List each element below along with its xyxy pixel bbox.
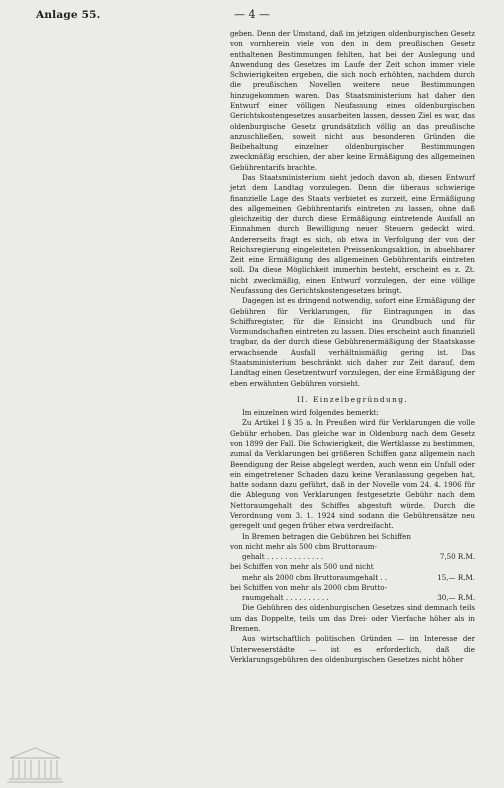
fee-row-1-line-1: von nicht mehr als 500 cbm Bruttoraum- xyxy=(230,541,377,551)
paragraph-1: geben. Denn der Umstand, daß im jetzigen oldenburgischen Gesetz von vornherein viele von den in dem preußischen Gesetz enthaltenen Bestimmungen fehlten, hat bei der Auslegung und Anwendung des Gesetzes im Laufe der Zeit schon immer viele Schwierigkeiten ergeben, die sich noch erhöhten, nachdem durch die preußischen Novellen weitere neue Bestimmungen hinzugekommen waren. Das Staatsministerium hat daher den Entwurf einer völligen Neufassung eines oldenburgischen Gerichtskostengesetzes ausarbeiten lassen, dessen Ziel es war, das oldenburgische Gesetz grundsätzlich völlig an das preußische anzuschließen, soweit nicht aus besonderen Gründen die Beibehaltung einzelner oldenburgischer Bestimmungen zweckmäßig erschien, der aber keine Ermäßigung des allgemeinen Gebührentarifs brachte. xyxy=(230,29,475,172)
bremen-intro: In Bremen betragen die Gebühren bei Schiffen xyxy=(242,531,411,541)
article-paragraph: Zu Artikel I § 35 a. In Preußen wird für Verklarungen die volle Gebühr erhoben. Das gleiche war in Oldenburg nach dem Gesetz von 1899 der Fall. Die Schwierigkeit, die Wertklasse zu bestimmen, zumal da Verklarungen bei größeren Schiffen ganz allgemein nach Beendigung der Reise abgelegt werden, auch wenn ein Unfall oder ein eingetretener Schaden dazu keine Veranlassung gegeben hat, hatte sodann dazu geführt, daß in der Novelle vom 24. 4. 1906 für die Ablegung von Verklarungen festgesetzte Gebühr nach dem Nettoraumgehalt des Schiffes abgestuft würde. Durch die Verordnung vom 3. 1. 1924 sind sodann die Gebührensätze neu geregelt und gegen früher etwa verdreifacht. xyxy=(230,418,475,531)
fee-row-2-line-2: mehr als 2000 cbm Bruttoraumgehalt . . xyxy=(242,572,388,582)
page-number: — 4 — xyxy=(234,8,270,21)
fee-row-1 xyxy=(230,552,475,562)
section-heading: II. Einzelbegründung. xyxy=(296,394,409,404)
paragraph-3: Dagegen ist es dringend notwendig, sofort eine Ermäßigung der Gebühren für Verklarungen, für Eintragungen in das Schiffsregister, für die Einsicht ins Grundbuch und für Vormundschaften eintreten zu lassen. Dies erscheint auch finanziell tragbar, da der durch diese Gebührenermäßigung der Staatskasse erwachsende Ausfall verhältnismäßig gering ist. Das Staatsministerium beschränkt sich daher zur Zeit darauf, dem Landtag einen Gesetzentwurf vorzulegen, der eine Ermäßigung der eben erwähnten Gebühren vorsieht. xyxy=(230,296,475,388)
fee-row-1-line-2: gehalt . . . . . . . . . . . . . xyxy=(242,552,324,562)
fee-row-2 xyxy=(230,573,475,583)
fee-table xyxy=(230,542,475,604)
fee-row-3-line-1: bei Schiffen von mehr als 2000 cbm Brutto- xyxy=(230,582,387,592)
fee-row-2-line-1: bei Schiffen von mehr als 500 und nicht xyxy=(230,562,374,572)
fee-row-3 xyxy=(230,593,475,603)
closing-fragment: Aus wirtschaftlich politischen Gründen — im Interesse der Unterweserstädte — ist es erforderlich, daß die Verklarungsgebühren des oldenburgischen Gesetzes nicht höher xyxy=(230,634,475,664)
intro-line: Im einzelnen wird folgendes bemerkt: xyxy=(242,408,379,418)
fee-row-2-amount: 15,— R.M. xyxy=(437,572,475,582)
fee-row-3-line-2: raumgehalt . . . . . . . . . . xyxy=(242,593,329,603)
text-column xyxy=(230,29,475,665)
library-building-logo xyxy=(6,744,64,784)
paragraph-2: Das Staatsministerium sieht jedoch davon ab, diesen Entwurf jetzt dem Landtag vorzulegen. Denn die überaus schwierige finanzielle Lage des Staats verbietet es zurzeit, eine Ermäßigung des allgemeinen Gebührentarifs eintreten zu lassen, ohne daß gleichzeitig der durch diese Ermäßigung eintretende Ausfall an Einnahmen durch Bewilligung neuer Steuern gedeckt wird. Andererseits fragt es sich, ob etwa in Verfolgung der von der Reichsregierung eingeleiteten Preissenkungsaktion, in absehbarer Zeit eine Ermäßigung des allgemeinen Gebührentarifs eintreten soll. Da diese Möglichkeit immerhin besteht, erscheint es z. Zt. nicht zweckmäßig, einen Entwurf vorzulegen, der eine völlige Neufassung des Gerichtskostengesetzes bringt. xyxy=(230,172,475,296)
fee-row-1-amount: 7,50 R.M. xyxy=(439,552,475,562)
appendix-label: Anlage 55. xyxy=(36,9,101,21)
fee-row-3-amount: 30,— R.M. xyxy=(437,593,475,603)
oldenburg-note: Die Gebühren des oldenburgischen Gesetzes sind demnach teils um das Doppelte, teils um das Drei- oder Vierfache höher als in Bremen. xyxy=(230,603,475,634)
